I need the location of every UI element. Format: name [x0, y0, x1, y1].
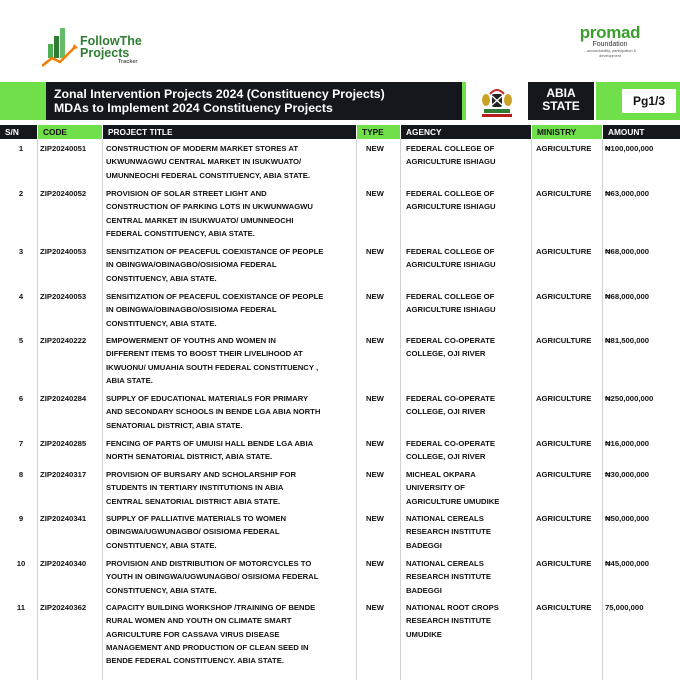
row-agency-line: AGRICULTURE ISHIAGU	[406, 260, 496, 270]
col-header-amount: AMOUNT	[603, 125, 680, 139]
row-title-line: PROVISION OF SOLAR STREET LIGHT AND	[106, 189, 267, 198]
row-title-line: PROVISION AND DISTRIBUTION OF MOTORCYCLES TO	[106, 559, 312, 568]
row-amount: ₦68,000,000	[605, 247, 650, 256]
column-divider	[37, 139, 38, 680]
row-agency-line: AGRICULTURE ISHIAGU	[406, 305, 496, 315]
row-title-line: FEDERAL CONSTITUENCY, ABIA STATE.	[106, 228, 255, 238]
row-title-line: EMPOWERMENT OF YOUTHS AND WOMEN IN	[106, 336, 276, 345]
row-code: ZIP20240284	[40, 394, 87, 403]
row-sn: 10	[16, 559, 26, 568]
row-code: ZIP20240053	[40, 292, 87, 301]
row-agency-line: FEDERAL CO-OPERATE	[406, 394, 495, 403]
row-type: NEW	[366, 292, 384, 301]
row-title	[106, 245, 354, 285]
row-title-line: SENATORIAL DISTRICT, ABIA STATE.	[106, 420, 243, 430]
row-agency-line: BADEGGI	[406, 585, 442, 595]
col-header-code: CODE	[38, 125, 102, 139]
row-ministry: AGRICULTURE	[536, 603, 592, 612]
col-header-type: TYPE	[357, 125, 400, 139]
row-ministry: AGRICULTURE	[536, 144, 592, 153]
row-amount: ₦45,000,000	[605, 559, 650, 568]
row-agency-line: MICHEAL OKPARA	[406, 470, 476, 479]
row-agency-line: UNIVERSITY OF	[406, 483, 465, 493]
row-title-line: IN OBINGWA/OBINAGBO/OSISIOMA FEDERAL	[106, 260, 277, 270]
page-indicator: Pg1/3	[622, 89, 676, 113]
row-title-line: STUDENTS IN TERTIARY INSTITUTIONS IN ABIA	[106, 483, 284, 493]
row-code: ZIP20240222	[40, 336, 87, 345]
promad-foundation-logo	[574, 24, 646, 64]
row-agency	[406, 245, 532, 272]
column-divider	[602, 139, 603, 680]
row-title	[106, 142, 354, 182]
row-title-line: BENDE FEDERAL CONSTITUENCY. ABIA STATE.	[106, 656, 284, 666]
row-title-line: AND SECONDARY SCHOOLS IN BENDE LGA ABIA NORTH	[106, 407, 321, 417]
row-title-line: IKWUONU/ UMUAHIA SOUTH FEDERAL CONSTITUENCY ,	[106, 362, 319, 372]
row-type: NEW	[366, 189, 384, 198]
row-type: NEW	[366, 559, 384, 568]
row-sn: 9	[18, 514, 24, 523]
row-agency-line: AGRICULTURE ISHIAGU	[406, 202, 496, 212]
row-amount: ₦63,000,000	[605, 189, 650, 198]
banner-title-line2: MDAs to Implement 2024 Constituency Projects	[54, 101, 333, 115]
row-sn: 7	[18, 439, 24, 448]
row-code: ZIP20240317	[40, 470, 87, 479]
row-sn: 4	[18, 292, 24, 301]
row-agency-line: FEDERAL COLLEGE OF	[406, 144, 495, 153]
row-type: NEW	[366, 336, 384, 345]
state-label	[528, 82, 594, 120]
row-agency-line: AGRICULTURE ISHIAGU	[406, 157, 496, 167]
row-code: ZIP20240340	[40, 559, 87, 568]
col-header-ministry: MINISTRY	[532, 125, 602, 139]
row-ministry: AGRICULTURE	[536, 394, 592, 403]
row-agency-line: AGRICULTURE UMUDIKE	[406, 496, 500, 506]
row-title-line: YOUTH IN OBINGWA/UGWUNAGBO/ OSISIOMA FEDERAL	[106, 572, 319, 582]
row-sn: 11	[16, 603, 26, 612]
promad-tagline: ...accountability, participation & development	[583, 49, 637, 58]
row-agency	[406, 557, 532, 597]
row-title-line: SENSITIZATION OF PEACEFUL COEXISTANCE OF PEOPLE	[106, 247, 324, 256]
row-title	[106, 557, 354, 597]
row-agency-line: COLLEGE, OJI RIVER	[406, 452, 486, 462]
row-agency	[406, 512, 532, 552]
row-type: NEW	[366, 439, 384, 448]
row-title-line: CONSTRUCTION OF MODERM MARKET STORES AT	[106, 144, 299, 153]
row-agency	[406, 437, 532, 464]
table-header	[0, 125, 680, 139]
column-divider	[400, 139, 401, 680]
row-agency-line: BADEGGI	[406, 540, 442, 550]
row-agency-line: UMUDIKE	[406, 629, 442, 639]
row-agency	[406, 392, 532, 419]
row-title	[106, 601, 354, 667]
row-agency-line: FEDERAL COLLEGE OF	[406, 247, 495, 256]
row-type: NEW	[366, 470, 384, 479]
row-title-line: CONSTITUENCY, ABIA STATE.	[106, 318, 217, 328]
row-ministry: AGRICULTURE	[536, 514, 592, 523]
row-agency-line: RESEARCH INSTITUTE	[406, 527, 491, 537]
row-type: NEW	[366, 603, 384, 612]
row-title-line: UMUNNEOCHI FEDERAL CONSTITUENCY, ABIA STATE.	[106, 170, 311, 180]
row-amount: ₦50,000,000	[605, 514, 650, 523]
row-type: NEW	[366, 247, 384, 256]
row-title-line: FENCING OF PARTS OF UMUISI HALL BENDE LGA ABIA	[106, 439, 314, 448]
page-header	[0, 0, 680, 82]
row-code: ZIP20240051	[40, 144, 87, 153]
row-code: ZIP20240052	[40, 189, 87, 198]
row-title	[106, 392, 354, 432]
row-title-line: CONSTITUENCY, ABIA STATE.	[106, 273, 217, 283]
row-sn: 2	[18, 189, 24, 198]
row-title-line: PROVISION OF BURSARY AND SCHOLARSHIP FOR	[106, 470, 297, 479]
row-type: NEW	[366, 394, 384, 403]
row-amount: ₦68,000,000	[605, 292, 650, 301]
row-sn: 5	[18, 336, 24, 345]
row-title-line: OBINGWA/UGWUNAGBO/ OSISIOMA FEDERAL	[106, 527, 280, 537]
row-title-line: SUPPLY OF EDUCATIONAL MATERIALS FOR PRIMARY	[106, 394, 309, 403]
row-type: NEW	[366, 144, 384, 153]
row-type: NEW	[366, 514, 384, 523]
row-amount: ₦81,500,000	[605, 336, 650, 345]
row-title-line: NORTH SENATORIAL DISTRICT, ABIA STATE.	[106, 452, 273, 462]
row-agency	[406, 187, 532, 214]
promad-brand: promad	[579, 23, 641, 42]
col-header-agency: AGENCY	[401, 125, 531, 139]
row-agency-line: NATIONAL CEREALS	[406, 514, 484, 523]
row-title-line: CAPACITY BUILDING WORKSHOP /TRAINING OF BENDE	[106, 603, 316, 612]
row-agency	[406, 290, 532, 317]
row-agency-line: FEDERAL COLLEGE OF	[406, 292, 495, 301]
row-sn: 6	[18, 394, 24, 403]
row-amount: ₦100,000,000	[605, 144, 654, 153]
banner-title-line1: Zonal Intervention Projects 2024 (Constituency Projects)	[54, 87, 385, 101]
row-amount: ₦250,000,000	[605, 394, 654, 403]
row-title-line: SUPPLY OF PALLIATIVE MATERIALS TO WOMEN	[106, 514, 287, 523]
row-code: ZIP20240053	[40, 247, 87, 256]
row-title	[106, 512, 354, 552]
row-ministry: AGRICULTURE	[536, 559, 592, 568]
tracker-chart-icon	[42, 22, 78, 70]
row-title-line: CENTRAL SENATORIAL DISTRICT ABIA STATE.	[106, 496, 281, 506]
row-agency-line: NATIONAL CEREALS	[406, 559, 484, 568]
row-amount: ₦16,000,000	[605, 439, 650, 448]
row-title-line: ABIA STATE.	[106, 375, 153, 385]
row-agency	[406, 142, 532, 169]
row-code: ZIP20240285	[40, 439, 87, 448]
logo-line1: FollowThe	[80, 34, 142, 48]
col-header-sn: S/N	[0, 125, 37, 139]
row-code: ZIP20240341	[40, 514, 87, 523]
row-ministry: AGRICULTURE	[536, 470, 592, 479]
promad-foundation-label: Foundation	[592, 41, 628, 48]
row-ministry: AGRICULTURE	[536, 292, 592, 301]
row-title-line: IN OBINGWA/OBINAGBO/OSISIOMA FEDERAL	[106, 305, 277, 315]
row-title-line: DIFFERENT ITEMS TO BOOST THEIR LIVELIHOOD AT	[106, 349, 303, 359]
row-amount: ₦30,000,000	[605, 470, 650, 479]
row-title-line: MANAGEMENT AND PRODUCTION OF CLEAN SEED IN	[106, 642, 309, 652]
logo-line3: Tracker	[118, 59, 138, 65]
row-ministry: AGRICULTURE	[536, 247, 592, 256]
row-agency-line: RESEARCH INSTITUTE	[406, 572, 491, 582]
banner-title-box	[46, 82, 462, 120]
state-line2: STATE	[542, 99, 580, 113]
state-line1: ABIA	[546, 86, 576, 100]
page-indicator-band	[596, 82, 680, 120]
column-divider	[356, 139, 357, 680]
row-agency	[406, 601, 532, 641]
row-title-line: CONSTITUENCY, ABIA STATE.	[106, 585, 217, 595]
row-title-line: CENTRAL MARKET IN ISUKWUATO/ UMUNNEOCHI	[106, 215, 294, 225]
row-title-line: AGRICULTURE FOR CASSAVA VIRUS DISEASE	[106, 629, 280, 639]
follow-the-projects-logo	[42, 22, 152, 72]
row-title	[106, 290, 354, 330]
row-title-line: UKWUNWAGWU CENTRAL MARKET IN ISUKWUATO/	[106, 157, 302, 167]
row-agency-line: FEDERAL CO-OPERATE	[406, 439, 495, 448]
row-agency-line: COLLEGE, OJI RIVER	[406, 349, 486, 359]
row-title-line: RURAL WOMEN AND YOUTH ON CLIMATE SMART	[106, 616, 292, 626]
column-divider	[102, 139, 103, 680]
row-title	[106, 187, 354, 240]
row-sn: 8	[18, 470, 24, 479]
logo-line2: Projects	[80, 46, 130, 60]
row-agency-line: RESEARCH INSTITUTE	[406, 616, 491, 626]
col-header-title: PROJECT TITLE	[103, 125, 356, 139]
row-code: ZIP20240362	[40, 603, 87, 612]
row-sn: 1	[18, 144, 24, 153]
row-agency	[406, 468, 532, 508]
title-banner	[0, 82, 680, 122]
row-title-line: CONSTITUENCY, ABIA STATE.	[106, 540, 217, 550]
row-title-line: SENSITIZATION OF PEACEFUL COEXISTANCE OF PEOPLE	[106, 292, 324, 301]
row-agency	[406, 334, 532, 361]
row-title-line: CONSTRUCTION OF PARKING LOTS IN UKWUNWAGWU	[106, 202, 313, 212]
row-agency-line: NATIONAL ROOT CROPS	[406, 603, 499, 612]
row-sn: 3	[18, 247, 24, 256]
row-agency-line: FEDERAL COLLEGE OF	[406, 189, 495, 198]
coat-of-arms-icon	[468, 82, 526, 120]
row-ministry: AGRICULTURE	[536, 189, 592, 198]
row-ministry: AGRICULTURE	[536, 439, 592, 448]
row-title	[106, 334, 354, 387]
row-agency-line: COLLEGE, OJI RIVER	[406, 407, 486, 417]
row-agency-line: FEDERAL CO-OPERATE	[406, 336, 495, 345]
row-ministry: AGRICULTURE	[536, 336, 592, 345]
row-title	[106, 437, 354, 464]
row-amount: 75,000,000	[605, 603, 644, 612]
row-title	[106, 468, 354, 508]
